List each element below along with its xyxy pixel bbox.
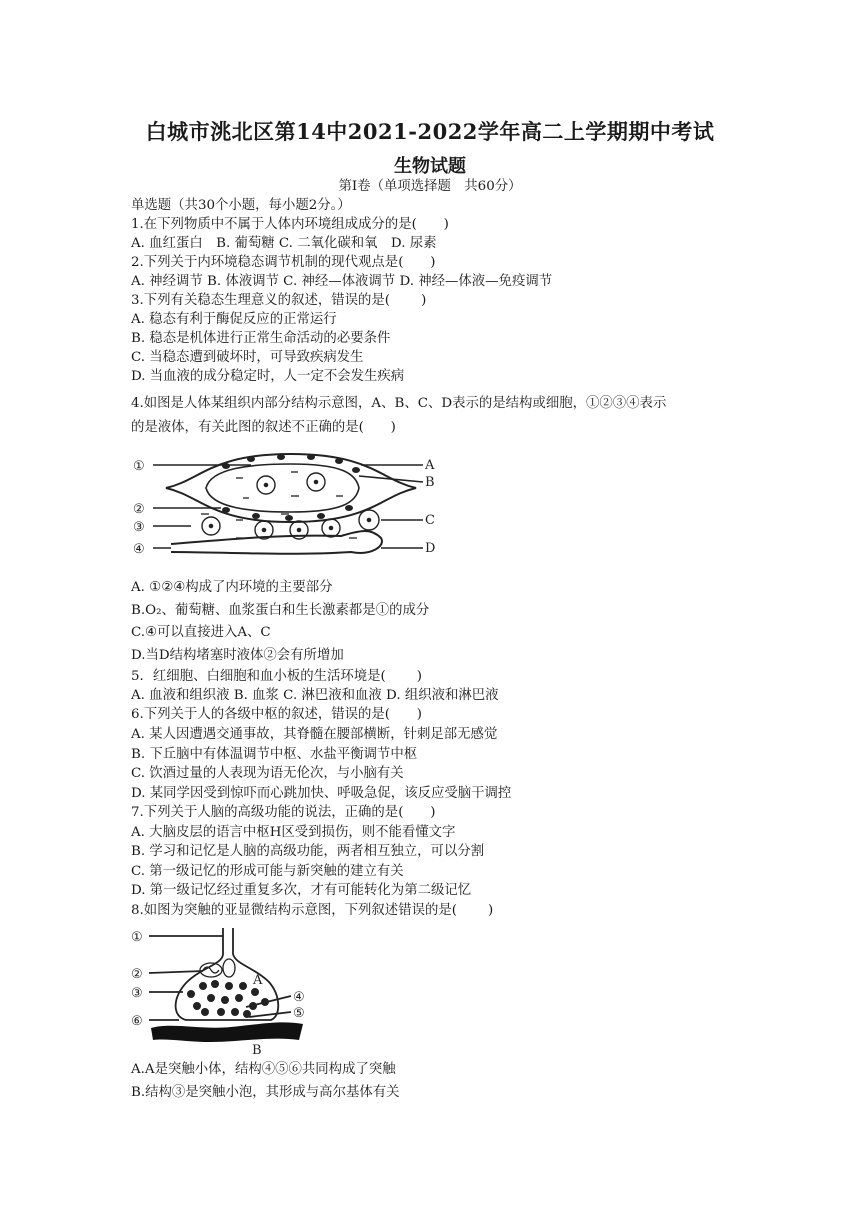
fig1-label: ④ — [133, 542, 145, 557]
question-line: 6.下列关于人的各级中枢的叙述，错误的是( ) — [131, 707, 423, 722]
fig1-label: C — [425, 513, 435, 528]
question-line: A. 某人因遭遇交通事故，其脊髓在腰部横断，针刺足部无感觉 — [131, 727, 498, 742]
question-line: B.结构③是突触小泡，其形成与高尔基体有关 — [131, 1085, 400, 1100]
question-line: A. 稳态有利于酶促反应的正常运行 — [131, 312, 337, 327]
synapse-figure — [131, 924, 331, 1056]
fig1-label: ③ — [133, 520, 145, 535]
fig2-label: ② — [131, 967, 143, 982]
fig2-label: B — [252, 1043, 262, 1056]
question-line: A.A是突触小体，结构④⑤⑥共同构成了突触 — [131, 1062, 396, 1077]
question-line: D.当D结构堵塞时液体②会有所增加 — [131, 648, 344, 663]
fig1-label: ① — [133, 459, 145, 474]
question-line: A. 血红蛋白 B. 葡萄糖 C. 二氧化碳和氧 D. 尿素 — [131, 236, 437, 251]
question-line: 3.下列有关稳态生理意义的叙述，错误的是( ) — [131, 293, 427, 308]
question-line: 7.下列关于人脑的高级功能的说法，正确的是( ) — [131, 805, 436, 820]
question-line: B. 稳态是机体进行正常生命活动的必要条件 — [131, 331, 391, 346]
question-line: 1.在下列物质中不属于人体内环境组成成分的是( ) — [131, 217, 449, 232]
question-line: C.④可以直接进入A、C — [131, 625, 271, 640]
fig2-label: ① — [131, 930, 143, 945]
fig1-label: B — [425, 475, 435, 490]
question-line: C. 第一级记忆的形成可能与新突触的建立有关 — [131, 864, 404, 879]
question-line: D. 当血液的成分稳定时，人一定不会发生疾病 — [131, 369, 405, 384]
question-line: C. 饮酒过量的人表现为语无伦次，与小脑有关 — [131, 766, 404, 781]
instruction-text: 单选题（共30个小题，每小题2分。） — [131, 198, 351, 213]
question-line: A. 血液和组织液 B. 血浆 C. 淋巴液和血液 D. 组织液和淋巴液 — [131, 688, 499, 703]
question-line: D. 某同学因受到惊吓而心跳加快、呼吸急促，该反应受脑干调控 — [131, 786, 512, 801]
question-line: C. 当稳态遭到破坏时，可导致疾病发生 — [131, 350, 364, 365]
question-line: 4.如图是人体某组织内部分结构示意图，A、B、C、D表示的是结构或细胞，①②③④表示 — [131, 396, 667, 411]
question-line: D. 第一级记忆经过重复多次，才有可能转化为第二级记忆 — [131, 883, 472, 898]
question-line: A. 大脑皮层的语言中枢H区受到损伤，则不能看懂文字 — [131, 825, 456, 840]
fig2-label: A — [253, 973, 263, 988]
page-subtitle: 生物试题 — [394, 156, 466, 177]
fig1-label: D — [425, 541, 436, 556]
question-line: B.O₂、葡萄糖、血浆蛋白和生长激素都是①的成分 — [131, 603, 430, 618]
fig2-label: ⑥ — [131, 1014, 143, 1029]
question-line: 的是液体，有关此图的叙述不正确的是( ) — [131, 420, 396, 435]
question-line: A. ①②④构成了内环境的主要部分 — [131, 580, 333, 595]
fig2-label: ⑤ — [293, 1006, 305, 1021]
question-line: 5．红细胞、白细胞和血小板的生活环境是( ) — [131, 669, 423, 684]
question-line: B. 下丘脑中有体温调节中枢、水盐平衡调节中枢 — [131, 747, 418, 762]
question-line: A. 神经调节 B. 体液调节 C. 神经—体液调节 D. 神经—体液—免疫调节 — [131, 274, 553, 289]
fig1-label: A — [425, 458, 435, 473]
section-heading: 第Ⅰ卷（单项选择题 共60分） — [338, 179, 522, 194]
tissue-structure-figure — [131, 448, 451, 568]
question-line: B. 学习和记忆是人脑的高级功能，两者相互独立，可以分割 — [131, 844, 485, 859]
fig2-label: ③ — [131, 986, 143, 1001]
fig1-label: ② — [133, 502, 145, 517]
question-line: 8.如图为突触的亚显微结构示意图，下列叙述错误的是( ) — [131, 903, 494, 918]
page-title: 白城市洮北区第14中2021-2022学年高二上学期期中考试 — [145, 119, 715, 144]
fig2-label: ④ — [293, 990, 305, 1005]
question-line: 2.下列关于内环境稳态调节机制的现代观点是( ) — [131, 255, 436, 270]
